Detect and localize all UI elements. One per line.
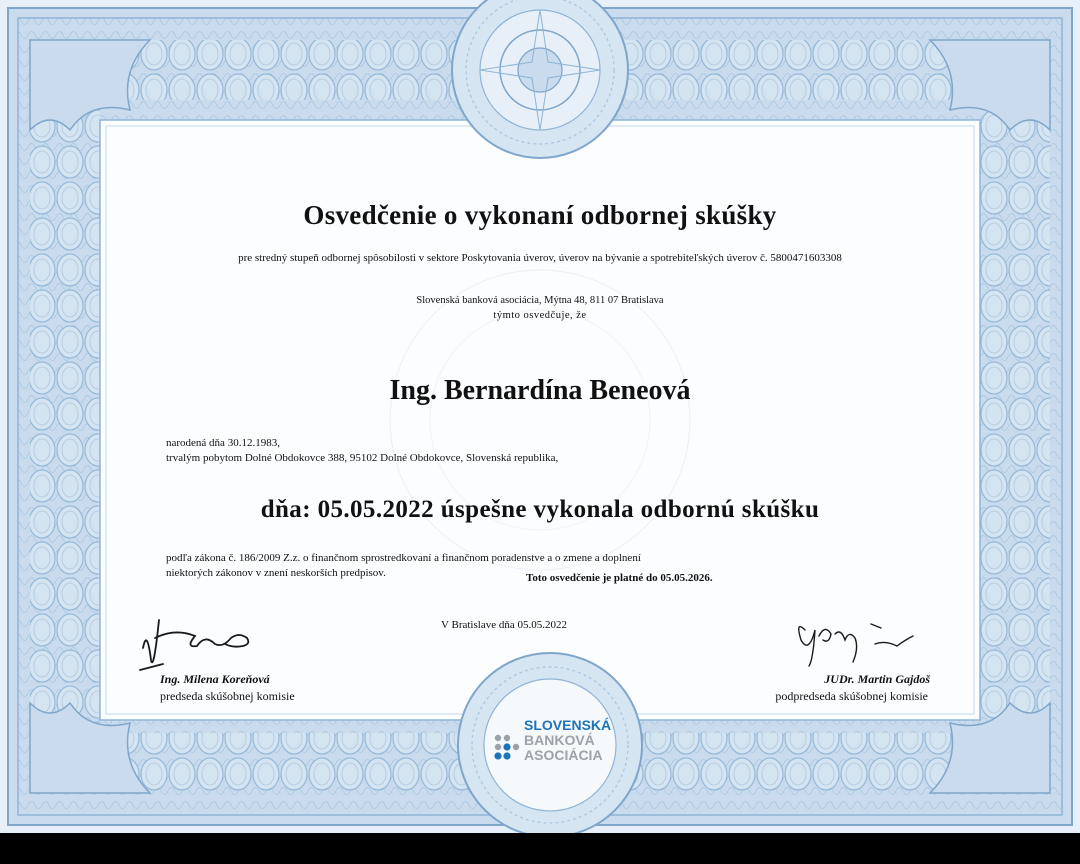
right-signatory-role: podpredseda skúšobnej komisie xyxy=(775,689,928,703)
certificate-title: Osvedčenie o vykonaní odbornej skúšky xyxy=(303,200,777,230)
issuer-line: Slovenská banková asociácia, Mýtna 48, 811 07 Bratislava xyxy=(416,295,664,306)
issuer-statement: týmto osvedčuje, že xyxy=(493,310,587,321)
logo-line-1: SLOVENSKÁ xyxy=(524,717,612,733)
law-line-1: podľa zákona č. 186/2009 Z.z. o finančnom sprostredkovaní a finančnom poradenstve a o zmene a doplnení xyxy=(166,552,641,564)
right-signature xyxy=(785,600,925,670)
certificate-subtitle: pre stredný stupeň odbornej spôsobilosti v sektore Poskytovania úverov, úverov na bývanie a spotrebiteľských úverov č. 5800471603308 xyxy=(238,252,842,264)
birth-line: narodená dňa 30.12.1983, xyxy=(166,437,280,449)
right-signatory-name: JUDr. Martin Gajdoš xyxy=(824,672,930,686)
exam-date-line: dňa: 05.05.2022 úspešne vykonala odbornú skúšku xyxy=(260,496,820,523)
validity-statement: Toto osvedčenie je platné do 05.05.2026. xyxy=(526,572,713,584)
logo-line-3: ASOCIÁCIA xyxy=(524,747,603,763)
logo-dots-icon xyxy=(492,732,522,762)
left-signature xyxy=(135,608,265,678)
holder-name: Ing. Bernardína Beneová xyxy=(389,375,691,406)
place-and-date: V Bratislave dňa 05.05.2022 xyxy=(441,619,567,631)
residence-line: trvalým pobytom Dolné Obdokovce 388, 95102 Dolné Obdokovce, Slovenská republika, xyxy=(166,452,559,464)
sba-logo xyxy=(486,712,616,772)
left-signatory-role: predseda skúšobnej komisie xyxy=(160,689,295,703)
left-signatory-name: Ing. Milena Koreňová xyxy=(160,672,270,686)
logo-line-2: BANKOVÁ xyxy=(524,732,595,748)
law-line-2: niektorých zákonov v znení neskorších predpisov. xyxy=(166,567,386,579)
